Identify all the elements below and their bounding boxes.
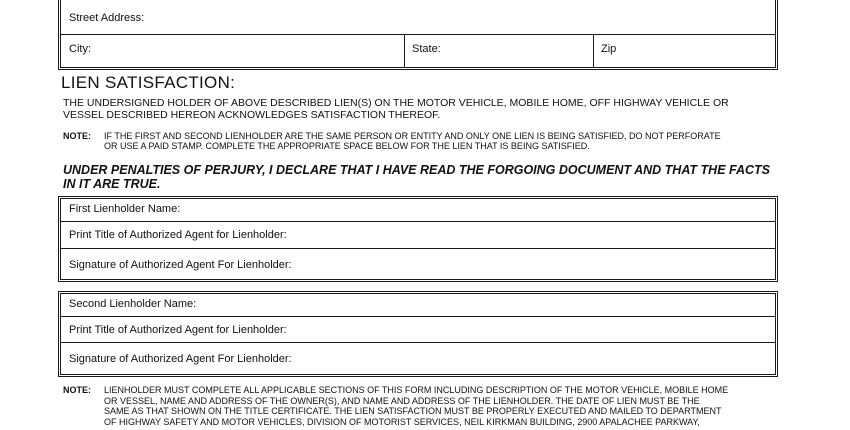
address-box: [58, 0, 778, 70]
footer-note-label: NOTE:: [63, 385, 91, 395]
second-lienholder-name-field[interactable]: Second Lienholder Name:: [69, 298, 197, 310]
footer-note-line-3: SAME AS THAT SHOWN ON THE TITLE CERTIFICATE. THE LIEN SATISFACTION MUST BE PROPERLY EXECUTED AND MAILED TO DEPARTMENT: [104, 406, 722, 416]
second-lienholder-title-field[interactable]: Print Title of Authorized Agent for Lienholder:: [69, 324, 287, 336]
note-line-1: IF THE FIRST AND SECOND LIENHOLDER ARE THE SAME PERSON OR ENTITY AND ONLY ONE LIEN IS BEING SATISFIED, DO NOT PERFORATE: [104, 131, 721, 141]
perjury-line-2: IN IT ARE TRUE.: [63, 177, 161, 191]
note-line-2: OR USE A PAID STAMP. COMPLETE THE APPROPRIATE SPACE BELOW FOR THE LIEN THAT IS BEING SATISFIED.: [104, 141, 590, 151]
state-zip-divider: [593, 35, 594, 67]
statement-line-1: THE UNDERSIGNED HOLDER OF ABOVE DESCRIBED LIEN(S) ON THE MOTOR VEHICLE, MOBILE HOME, OFF HIGHWAY VEHICLE OR: [63, 97, 729, 109]
first-lienholder-name-field[interactable]: First Lienholder Name:: [69, 203, 181, 215]
city-field[interactable]: City:: [69, 43, 91, 55]
first-lienholder-divider-2: [61, 248, 775, 249]
lien-satisfaction-title: LIEN SATISFACTION:: [61, 73, 236, 92]
statement-line-2: VESSEL DESCRIBED HEREON ACKNOWLEDGES SATISFACTION THEREOF.: [63, 109, 441, 121]
address-divider: [61, 34, 775, 35]
footer-note-line-4: OF HIGHWAY SAFETY AND MOTOR VEHICLES, DIVISION OF MOTORIST SERVICES, NEIL KIRKMAN BUILDING, 2900 APALACHEE PARKWAY,: [104, 416, 700, 427]
second-lienholder-divider-1: [61, 316, 775, 317]
note-label: NOTE:: [63, 131, 91, 141]
second-lienholder-divider-2: [61, 342, 775, 343]
state-field[interactable]: State:: [412, 43, 441, 55]
street-address-field[interactable]: Street Address:: [69, 12, 145, 24]
first-lienholder-divider-1: [61, 221, 775, 222]
city-state-divider: [404, 35, 405, 67]
first-lienholder-signature-field[interactable]: Signature of Authorized Agent For Lienholder:: [69, 259, 292, 271]
first-lienholder-title-field[interactable]: Print Title of Authorized Agent for Lienholder:: [69, 229, 287, 241]
second-lienholder-signature-field[interactable]: Signature of Authorized Agent For Lienholder:: [69, 353, 292, 365]
perjury-line-1: UNDER PENALTIES OF PERJURY, I DECLARE THAT I HAVE READ THE FORGOING DOCUMENT AND THAT THE FACTS: [63, 163, 770, 177]
zip-field[interactable]: Zip: [601, 43, 617, 55]
footer-note-line-2: OR VESSEL, NAME AND ADDRESS OF THE OWNER(S), AND NAME AND ADDRESS OF THE LIENHOLDER. THE DATE OF LIEN MUST BE THE: [104, 395, 700, 406]
footer-note-line-1: LIENHOLDER MUST COMPLETE ALL APPLICABLE SECTIONS OF THIS FORM INCLUDING DESCRIPTION OF THE MOTOR VEHICLE, MOBILE HOME: [104, 385, 729, 395]
